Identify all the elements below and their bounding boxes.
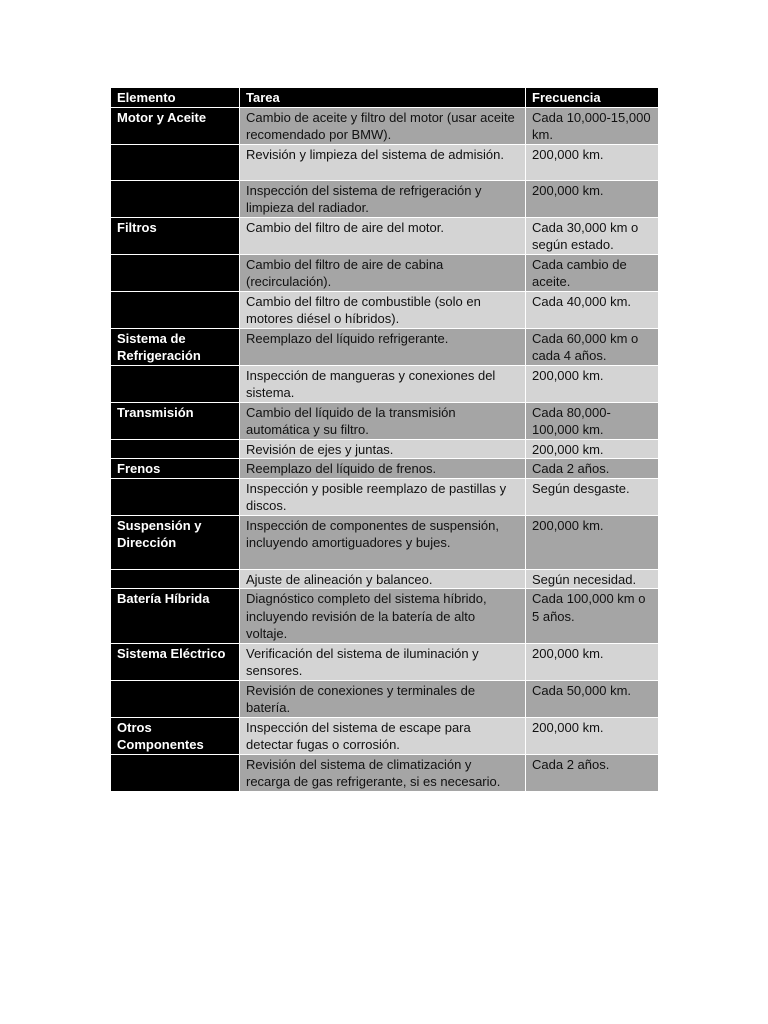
table-row	[111, 589, 659, 644]
cell-elemento: Batería Híbrida	[111, 589, 240, 644]
cell-elemento: Sistema Eléctrico	[111, 643, 240, 680]
cell-frecuencia: Cada 2 años.	[526, 459, 659, 479]
cell-elemento: Otros Componentes	[111, 717, 240, 754]
cell-elemento	[111, 478, 240, 515]
cell-tarea: Revisión del sistema de climatización y recarga de gas refrigerante, si es necesario.	[240, 754, 526, 791]
table-row	[111, 643, 659, 680]
table-row	[111, 254, 659, 291]
cell-frecuencia: Según necesidad.	[526, 569, 659, 589]
table-row	[111, 291, 659, 328]
cell-tarea: Revisión y limpieza del sistema de admisión.	[240, 144, 526, 180]
table-row	[111, 515, 659, 569]
table-row	[111, 569, 659, 589]
table-row	[111, 180, 659, 217]
table-row	[111, 328, 659, 365]
cell-elemento	[111, 180, 240, 217]
cell-tarea: Cambio del filtro de combustible (solo en motores diésel o híbridos).	[240, 291, 526, 328]
cell-tarea: Revisión de conexiones y terminales de batería.	[240, 680, 526, 717]
table-header-row	[111, 88, 659, 108]
cell-elemento: Transmisión	[111, 402, 240, 439]
header-tarea: Tarea	[240, 88, 526, 108]
cell-tarea: Cambio del filtro de aire del motor.	[240, 217, 526, 254]
cell-elemento	[111, 254, 240, 291]
cell-frecuencia: Cada 60,000 km o cada 4 años.	[526, 328, 659, 365]
table-row	[111, 439, 659, 459]
cell-elemento: Sistema de Refrigeración	[111, 328, 240, 365]
cell-tarea: Cambio de aceite y filtro del motor (usar aceite recomendado por BMW).	[240, 107, 526, 144]
table-row	[111, 754, 659, 791]
table-row	[111, 459, 659, 479]
cell-elemento	[111, 144, 240, 180]
cell-elemento: Frenos	[111, 459, 240, 479]
cell-elemento	[111, 754, 240, 791]
cell-tarea: Inspección de mangueras y conexiones del sistema.	[240, 365, 526, 402]
cell-frecuencia: 200,000 km.	[526, 365, 659, 402]
cell-frecuencia: 200,000 km.	[526, 180, 659, 217]
cell-frecuencia: Cada 50,000 km.	[526, 680, 659, 717]
cell-elemento	[111, 569, 240, 589]
header-frecuencia: Frecuencia	[526, 88, 659, 108]
table-row	[111, 478, 659, 515]
cell-elemento	[111, 439, 240, 459]
cell-elemento: Filtros	[111, 217, 240, 254]
cell-tarea: Ajuste de alineación y balanceo.	[240, 569, 526, 589]
cell-frecuencia: Cada 2 años.	[526, 754, 659, 791]
table-row	[111, 217, 659, 254]
cell-tarea: Inspección del sistema de refrigeración y limpieza del radiador.	[240, 180, 526, 217]
header-elemento: Elemento	[111, 88, 240, 108]
cell-tarea: Inspección y posible reemplazo de pastillas y discos.	[240, 478, 526, 515]
table-row	[111, 717, 659, 754]
cell-frecuencia: Cada 80,000-100,000 km.	[526, 402, 659, 439]
table-row	[111, 144, 659, 180]
cell-frecuencia: Cada 40,000 km.	[526, 291, 659, 328]
cell-frecuencia: 200,000 km.	[526, 439, 659, 459]
cell-tarea: Reemplazo del líquido refrigerante.	[240, 328, 526, 365]
cell-elemento: Suspensión y Dirección	[111, 515, 240, 569]
table-row	[111, 402, 659, 439]
cell-elemento: Motor y Aceite	[111, 107, 240, 144]
cell-tarea: Verificación del sistema de iluminación y sensores.	[240, 643, 526, 680]
cell-frecuencia: 200,000 km.	[526, 643, 659, 680]
cell-frecuencia: Según desgaste.	[526, 478, 659, 515]
cell-tarea: Diagnóstico completo del sistema híbrido, incluyendo revisión de la batería de alto voltaje.	[240, 589, 526, 644]
cell-frecuencia: 200,000 km.	[526, 515, 659, 569]
cell-tarea: Revisión de ejes y juntas.	[240, 439, 526, 459]
cell-elemento	[111, 680, 240, 717]
table-row	[111, 365, 659, 402]
cell-frecuencia: Cada 30,000 km o según estado.	[526, 217, 659, 254]
cell-tarea: Inspección del sistema de escape para detectar fugas o corrosión.	[240, 717, 526, 754]
maintenance-table	[110, 87, 659, 792]
cell-tarea: Inspección de componentes de suspensión, incluyendo amortiguadores y bujes.	[240, 515, 526, 569]
cell-frecuencia: Cada cambio de aceite.	[526, 254, 659, 291]
table-row	[111, 107, 659, 144]
cell-elemento	[111, 365, 240, 402]
cell-frecuencia: 200,000 km.	[526, 144, 659, 180]
table-row	[111, 680, 659, 717]
cell-frecuencia: Cada 10,000-15,000 km.	[526, 107, 659, 144]
cell-tarea: Reemplazo del líquido de frenos.	[240, 459, 526, 479]
cell-tarea: Cambio del líquido de la transmisión automática y su filtro.	[240, 402, 526, 439]
cell-tarea: Cambio del filtro de aire de cabina (recirculación).	[240, 254, 526, 291]
cell-frecuencia: Cada 100,000 km o 5 años.	[526, 589, 659, 644]
cell-elemento	[111, 291, 240, 328]
cell-frecuencia: 200,000 km.	[526, 717, 659, 754]
